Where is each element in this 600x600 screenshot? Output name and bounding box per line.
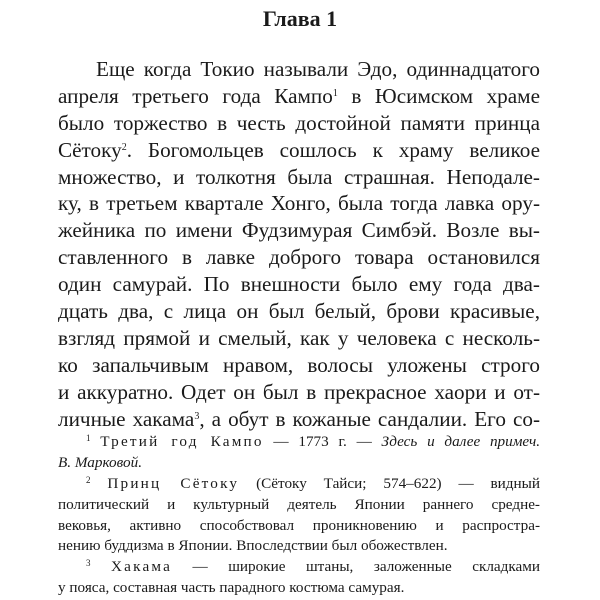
footnote-number: 2: [86, 474, 91, 485]
footnote-3: [58, 557, 540, 578]
text-span: один самурай. По внешности было ему года два-: [58, 272, 540, 297]
text-span: жейника по имени Фудзимурая Симбэй. Возле вы-: [58, 218, 540, 243]
main-text: [58, 56, 540, 432]
footnote-text: — 1773 г. —: [263, 433, 382, 450]
text-line: [58, 379, 540, 406]
footnote-text: — широкие штаны, заложенные складками: [172, 558, 541, 576]
text-span: личные хакама: [58, 406, 195, 431]
text-line: [58, 244, 540, 271]
footnotes: [58, 432, 540, 599]
footnote-ref: 2: [121, 141, 127, 153]
chapter-title: Глава 1: [262, 6, 338, 31]
text-line: [58, 83, 540, 110]
text-span: было торжество в честь достойной памяти принца: [58, 110, 540, 135]
footnote-editor-note: Здесь и далее примеч.: [381, 433, 541, 450]
text-line: [58, 110, 540, 137]
footnote-3-cont: [58, 578, 540, 599]
text-line: [58, 164, 540, 191]
text-line: [58, 298, 540, 325]
footnote-number: 1: [86, 433, 91, 443]
text-line: [58, 137, 540, 164]
footnote-2-cont: [58, 495, 540, 516]
footnote-text: вековья, активно способствовал проникновению и распростра-: [58, 516, 540, 534]
text-line: [58, 217, 540, 244]
footnote-2-cont: [58, 536, 540, 557]
footnote-term: Принц Сётоку: [107, 474, 240, 492]
text-line: [58, 271, 540, 298]
footnote-ref: 1: [332, 87, 338, 99]
footnote-text: нению буддизма в Японии. Впоследствии был обожествлен.: [58, 537, 448, 555]
footnote-1-cont: [58, 453, 540, 474]
footnote-1: [58, 432, 540, 453]
footnote-term: Хакама: [111, 558, 173, 576]
text-span: в Юсимском храме: [337, 83, 540, 108]
text-span: дцать два, с лица он был белый, брови красивые,: [58, 299, 540, 324]
text-span: Еще когда Токио называли Эдо, одиннадцатого: [96, 57, 540, 81]
text-line: [58, 325, 540, 352]
text-span: и аккуратно. Одет он был в прекрасное хаори и от-: [58, 379, 540, 404]
text-span: ку, в третьем квартале Хонго, была тогда лавка ору-: [58, 191, 540, 216]
text-span: множество, и толкотня была страшная. Неподале-: [58, 164, 540, 189]
footnote-number: 3: [86, 558, 91, 569]
text-line: [58, 190, 540, 217]
text-span: ко запальчивым нравом, волосы уложены строго: [58, 352, 540, 377]
text-span: Сётоку: [58, 137, 122, 162]
text-line: [58, 352, 540, 379]
footnote-text: у пояса, составная часть парадного костюма самурая.: [58, 579, 405, 597]
footnote-2: [58, 474, 540, 495]
text-span: апреля третьего года Кампо: [58, 83, 333, 108]
text-line: [58, 56, 540, 83]
text-line: [58, 406, 540, 433]
footnote-editor-name: В. Марковой.: [58, 453, 142, 471]
text-span: , а обут в кожаные сандалии. Его со-: [199, 406, 540, 431]
footnote-term: Третий год Кампо: [100, 433, 264, 450]
text-span: взгляд прямой и смелый, как у человека с несколь-: [58, 325, 540, 350]
footnote-text: политический и культурный деятель Японии раннего средне-: [58, 495, 540, 513]
footnote-2-cont: [58, 516, 540, 537]
footnote-ref: 3: [194, 410, 200, 422]
text-span: . Богомольцев сошлось к храму великое: [126, 137, 540, 162]
text-span: ставленного в лавке доброго товара остановился: [58, 245, 540, 270]
footnote-text: (Сётоку Тайси; 574–622) — видный: [239, 474, 540, 492]
